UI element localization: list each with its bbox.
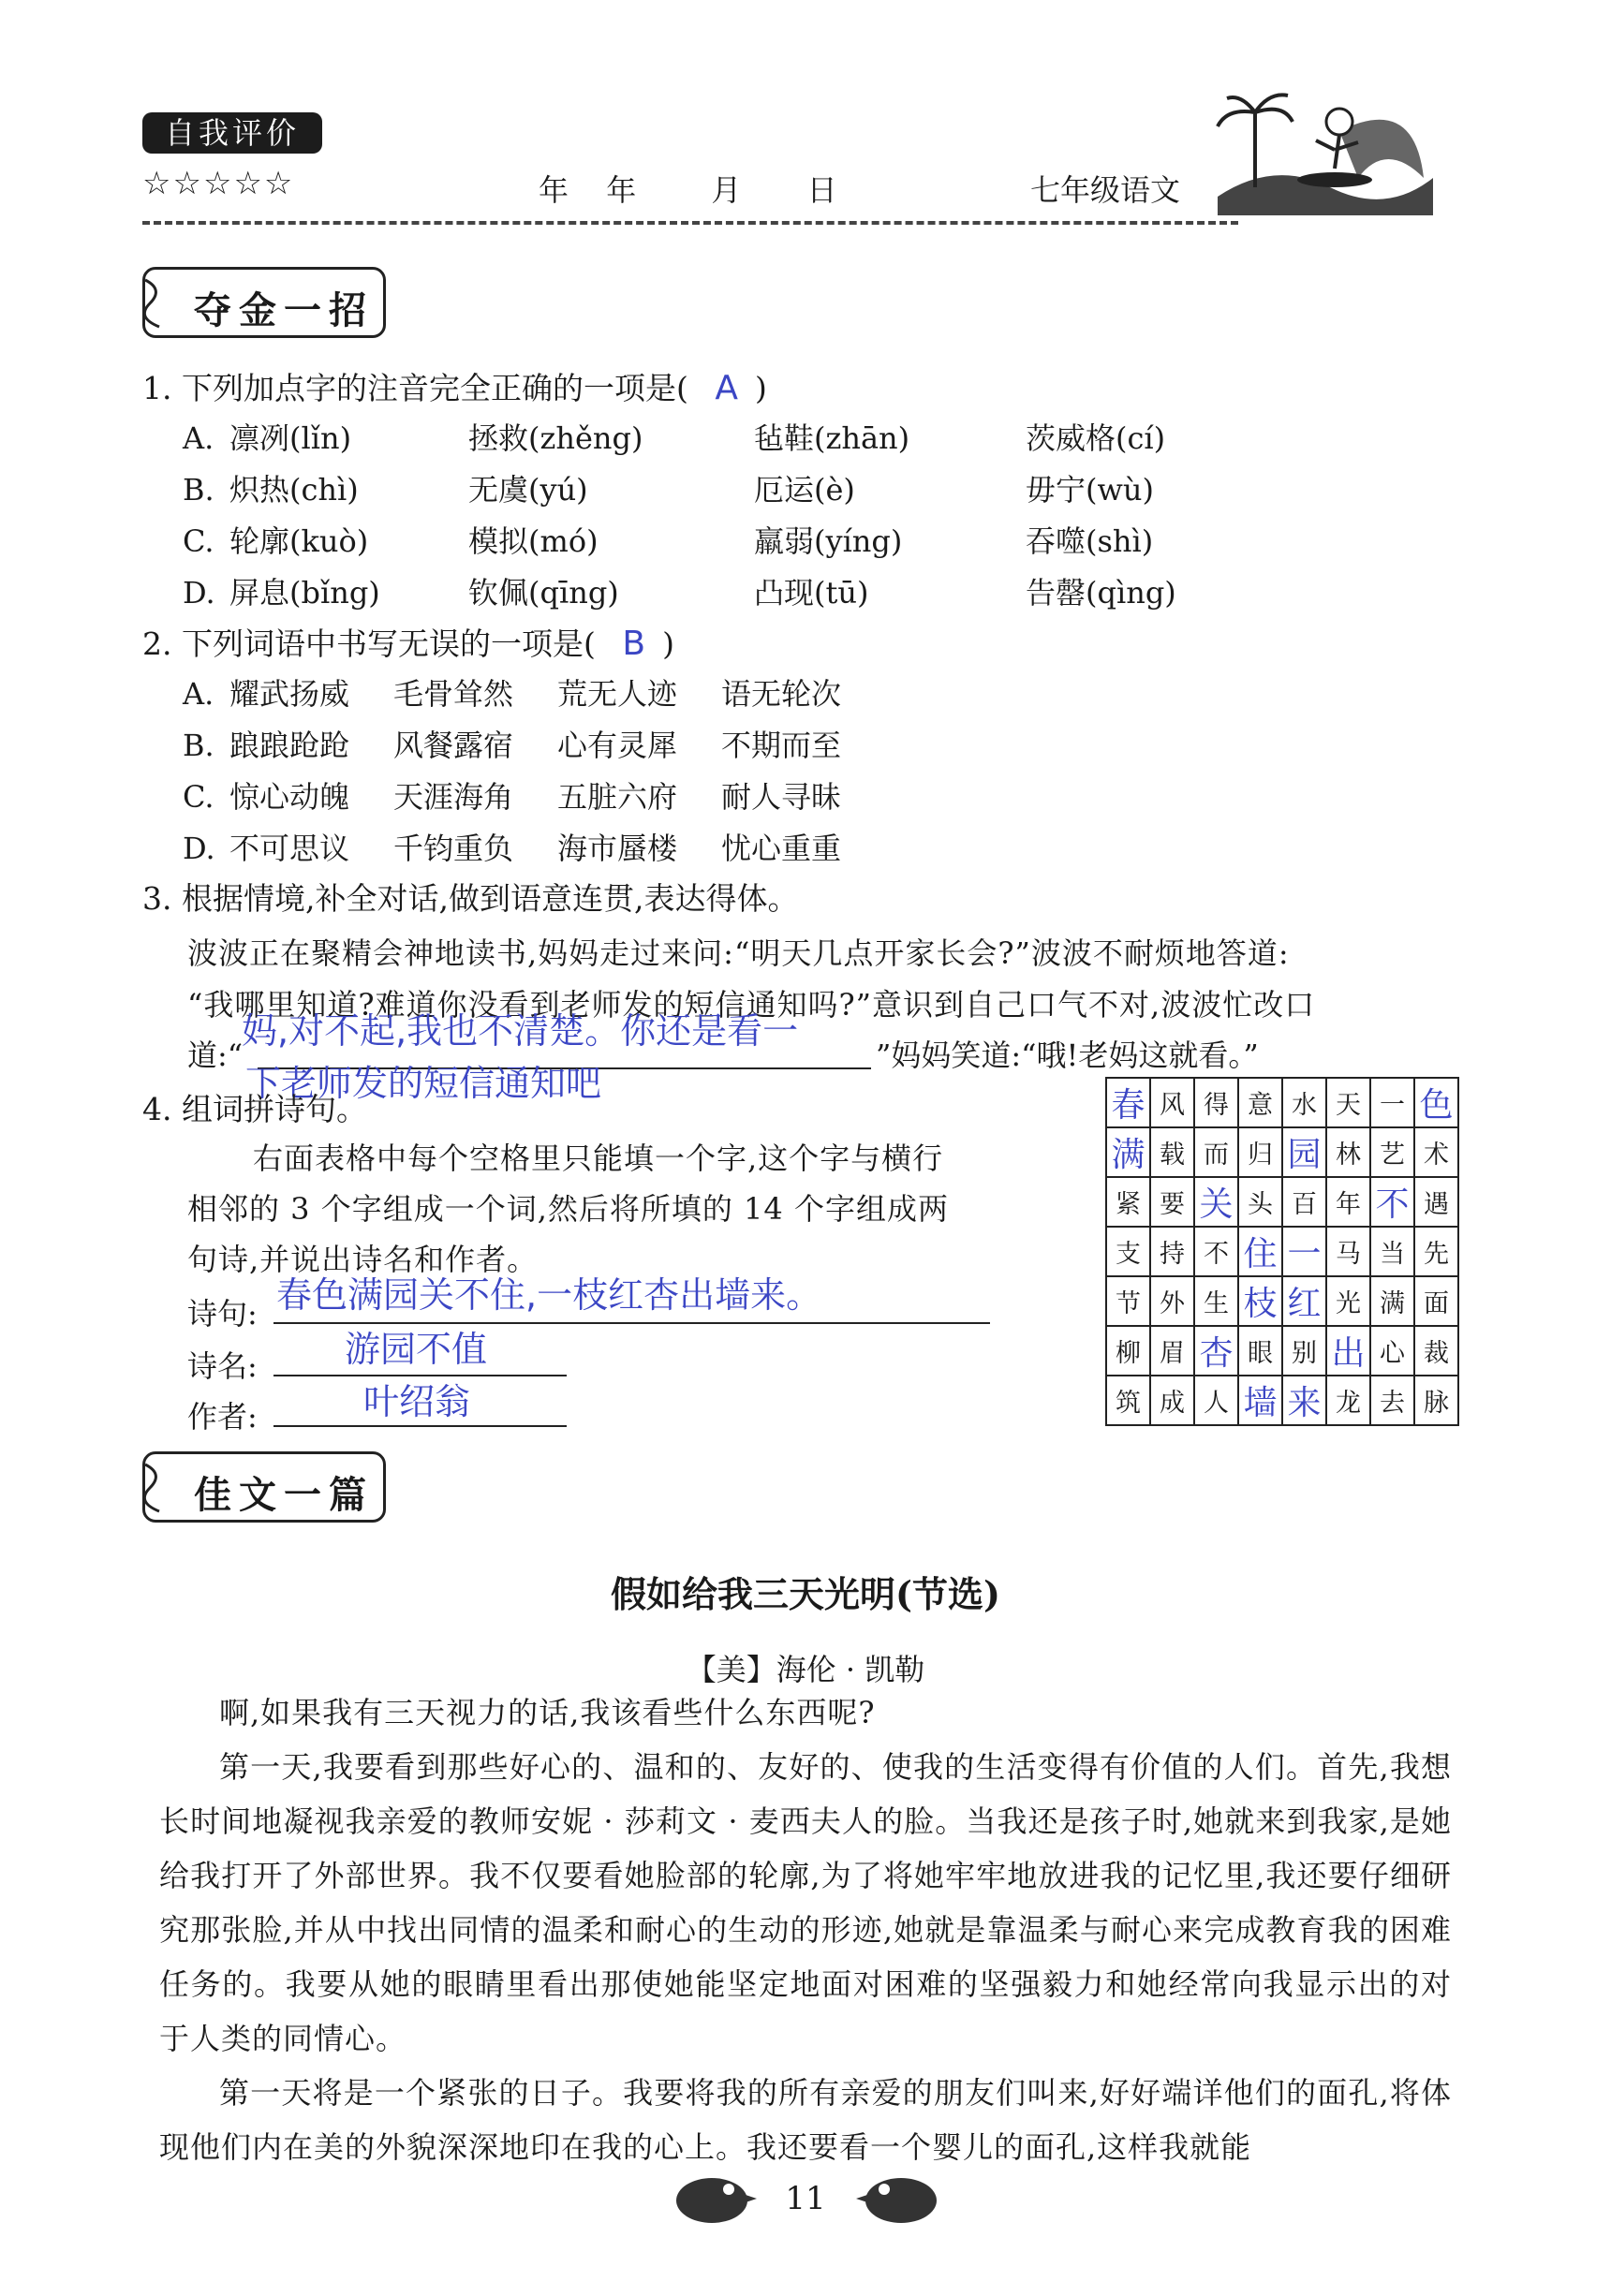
author-label: 作者: [187,1399,258,1435]
article-title: 假如给我三天光明(节选) [611,1573,1000,1615]
question-1-stem [142,365,767,412]
grid-cell-filled[interactable]: 一 [1282,1227,1326,1276]
option-item: 羸弱(yíng) [754,523,903,559]
grid-cell: 眉 [1150,1326,1194,1376]
header-divider [142,221,1238,225]
grid-cell: 而 [1194,1127,1238,1177]
grid-cell: 柳 [1106,1326,1150,1376]
grid-cell: 一 [1370,1078,1414,1127]
option-item: 炽热(chì) [229,472,359,508]
grid-cell: 外 [1150,1276,1194,1326]
question-3-handwritten-answer-2: 下老师发的短信通知吧 [245,1063,602,1104]
grid-cell: 术 [1414,1127,1458,1177]
date-day: 日 [806,172,837,208]
rating-stars[interactable]: ☆☆☆☆☆ [142,165,295,202]
question-2-stem [142,621,674,668]
option-item: 不可思议 [229,831,350,866]
section-title: 佳文一篇 [194,1473,374,1517]
grid-cell: 裁 [1414,1326,1458,1376]
bird-right-icon [854,2163,957,2229]
grid-cell: 意 [1238,1078,1282,1127]
question-2-options [183,670,1119,876]
grid-cell-filled[interactable]: 杏 [1194,1326,1238,1376]
grid-cell-filled[interactable]: 满 [1106,1127,1150,1177]
option-item: 心有灵犀 [557,728,678,763]
option-label: D. [183,831,215,866]
question-1-answer: A [715,369,738,407]
option-item: 吞噬(shì) [1026,523,1154,559]
question-1-close: ) [755,370,767,406]
option-item: 风餐露宿 [393,728,514,763]
grid-cell-filled[interactable]: 不 [1370,1177,1414,1227]
grid-cell: 林 [1326,1127,1370,1177]
article-body [159,1685,1452,2174]
grid-cell: 水 [1282,1078,1326,1127]
grid-row [1106,1177,1458,1227]
option-item: 模拟(mó) [468,523,599,559]
question-3-line-1: 波波正在聚精会神地读书,妈妈走过来问:“明天几点开家长会?”波波不耐烦地答道: [187,935,1290,971]
option-item: 荒无人迹 [557,676,678,712]
grid-cell: 面 [1414,1276,1458,1326]
surfer-illustration-icon [1199,75,1442,225]
option-item: 凛冽(lǐn) [229,420,352,456]
question-3-handwritten-answer-1: 妈,对不起,我也不清楚。你还是看一 [242,1010,799,1052]
grid-cell: 遇 [1414,1177,1458,1227]
date-month: 月 [711,172,742,208]
grid-row [1106,1227,1458,1276]
grid-cell: 当 [1370,1227,1414,1276]
grid-cell-filled[interactable]: 枝 [1238,1276,1282,1326]
option-label: C. [183,779,214,815]
grid-cell: 龙 [1326,1376,1370,1425]
option-label: C. [183,523,214,559]
grid-cell: 成 [1150,1376,1194,1425]
grid-cell: 百 [1282,1177,1326,1227]
grid-cell: 头 [1238,1177,1282,1227]
grid-cell: 别 [1282,1326,1326,1376]
grid-cell: 脉 [1414,1376,1458,1425]
option-item: 五脏六府 [557,779,678,815]
option-item: 耀武扬威 [229,676,350,712]
article-paragraph: 第一天将是一个紧张的日子。我要将我的所有亲爱的朋友们叫来,好好端详他们的面孔,将体现他们内在美的外貌深深地印在我的心上。我还要看一个婴儿的面孔,这样我就能 [159,2075,1452,2165]
grade-subject: 七年级语文 [1030,172,1181,208]
grid-cell: 人 [1194,1376,1238,1425]
grid-cell: 节 [1106,1276,1150,1326]
date-fields [539,167,865,210]
question-4-stem: 4. 组词拼诗句。 [142,1091,367,1127]
question-4-desc-3: 句诗,并说出诗名和作者。 [187,1242,539,1277]
title-label: 诗名: [187,1348,258,1384]
question-3-line-2: “我哪里知道?难道你没看到老师发的短信通知吗?”意识到自己口气不对,波波忙改口 [187,987,1316,1023]
grid-cell: 要 [1150,1177,1194,1227]
scroll-ornament-icon [136,1460,173,1516]
option-item: 毛骨耸然 [393,676,514,712]
grid-cell: 先 [1414,1227,1458,1276]
option-label: B. [183,472,214,508]
option-item: 屏息(bǐng) [229,575,380,611]
option-item: 踉踉跄跄 [229,728,350,763]
grid-row [1106,1376,1458,1425]
author-handwritten-answer: 叶绍翁 [363,1381,471,1422]
grid-cell-filled[interactable]: 来 [1282,1376,1326,1425]
grid-cell-filled[interactable]: 色 [1414,1078,1458,1127]
question-4-desc-2: 相邻的 3 个字组成一个词,然后将所填的 14 个字组成两 [187,1191,949,1227]
author-answer-blank[interactable] [273,1425,567,1427]
grid-cell: 归 [1238,1127,1282,1177]
option-label: A. [183,676,214,712]
grid-cell: 去 [1370,1376,1414,1425]
date-year-1: 年 [539,172,569,208]
grid-cell: 年 [1326,1177,1370,1227]
question-3-line-3-start: 道:“ [187,1038,244,1073]
option-item: 凸现(tū) [754,575,869,611]
grid-row [1106,1276,1458,1326]
section-title: 夺金一招 [194,288,374,332]
grid-cell: 天 [1326,1078,1370,1127]
grid-cell: 得 [1194,1078,1238,1127]
option-item: 耐人寻昧 [721,779,842,815]
self-evaluation-badge: 自我评价 [142,112,322,154]
poem-handwritten-answer: 春色满园关不住,一枝红杏出墙来。 [276,1274,822,1316]
article-author: 【美】海伦 · 凯勒 [686,1652,925,1687]
grid-cell: 支 [1106,1227,1150,1276]
poem-label: 诗句: [187,1296,258,1332]
option-item: 告罄(qìng) [1026,575,1176,611]
option-item: 千钧重负 [393,831,514,866]
grid-cell-filled[interactable]: 住 [1238,1227,1282,1276]
question-3-stem: 3. 根据情境,补全对话,做到语意连贯,表达得体。 [142,880,799,917]
grid-cell: 生 [1194,1276,1238,1326]
grid-cell: 载 [1150,1127,1194,1177]
grid-cell-filled[interactable]: 出 [1326,1326,1370,1376]
grid-row [1106,1326,1458,1376]
option-item: 忧心重重 [721,831,842,866]
title-handwritten-answer: 游园不值 [345,1329,488,1370]
option-item: 毋宁(wù) [1026,472,1154,508]
option-item: 天涯海角 [393,779,514,815]
option-label: D. [183,575,215,611]
grid-cell-filled[interactable]: 园 [1282,1127,1326,1177]
option-item: 不期而至 [721,728,842,763]
option-item: 毡鞋(zhān) [754,420,910,456]
grid-cell: 风 [1150,1078,1194,1127]
option-item: 惊心动魄 [229,779,350,815]
page-number: 11 [785,2180,826,2217]
article-paragraph: 第一天,我要看到那些好心的、温和的、友好的、使我的生活变得有价值的人们。首先,我想长时间地凝视我亲爱的教师安妮 · 莎莉文 · 麦西夫人的脸。当我还是孩子时,她就来到我家,是她给我打开了外部世界。我不仅要看她脸部的轮廓,为了将她牢牢地放进我的记忆里,我还要仔细研究那张脸,并从中找出同情的温柔和耐心的生动的形迹,她就是靠温柔与耐心来完成教育我的困难任务的。我要从她的眼睛里看出那使她能坚定地面对困难的坚强毅力和她经常向我显示出的对于人类的同情心。 [159,1749,1452,2056]
question-2-answer: B [622,625,646,663]
grid-cell: 眼 [1238,1326,1282,1376]
option-item: 茨威格(cí) [1026,420,1166,456]
grid-cell: 满 [1370,1276,1414,1326]
option-item: 海市蜃楼 [557,831,678,866]
grid-cell: 心 [1370,1326,1414,1376]
question-1-text: 1. 下列加点字的注音完全正确的一项是( [142,370,688,406]
section-heading-reading [142,1451,386,1523]
question-2-text: 2. 下列词语中书写无误的一项是( [142,626,596,662]
grid-cell: 光 [1326,1276,1370,1326]
grid-cell: 艺 [1370,1127,1414,1177]
grid-cell: 持 [1150,1227,1194,1276]
grid-cell-filled[interactable]: 墙 [1238,1376,1282,1425]
article-paragraph: 啊,如果我有三天视力的话,我该看些什么东西呢? [219,1695,876,1730]
question-1-options [183,415,1307,621]
scroll-ornament-icon [136,275,173,331]
grid-cell-filled[interactable]: 春 [1106,1078,1150,1127]
option-label: A. [183,420,214,456]
grid-cell-filled[interactable]: 关 [1194,1177,1238,1227]
date-year-2: 年 [606,172,637,208]
option-item: 厄运(è) [754,472,855,508]
option-item: 语无轮次 [721,676,842,712]
grid-row [1106,1078,1458,1127]
grid-cell: 马 [1326,1227,1370,1276]
grid-row [1106,1127,1458,1177]
grid-cell: 筑 [1106,1376,1150,1425]
option-item: 无虞(yú) [468,472,588,508]
character-grid [1105,1077,1459,1426]
question-4-desc-1: 右面表格中每个空格里只能填一个字,这个字与横行 [253,1141,944,1176]
question-2-close: ) [662,626,674,662]
section-heading-exercise [142,267,386,338]
grid-cell: 不 [1194,1227,1238,1276]
grid-cell-filled[interactable]: 红 [1282,1276,1326,1326]
grid-cell: 紧 [1106,1177,1150,1227]
question-3-line-3-end: ”妈妈笑道:“哦!老妈这就看。” [876,1038,1259,1073]
option-label: B. [183,728,214,763]
option-item: 拯救(zhěng) [468,420,643,456]
option-item: 钦佩(qīng) [468,575,619,611]
option-item: 轮廓(kuò) [229,523,369,559]
